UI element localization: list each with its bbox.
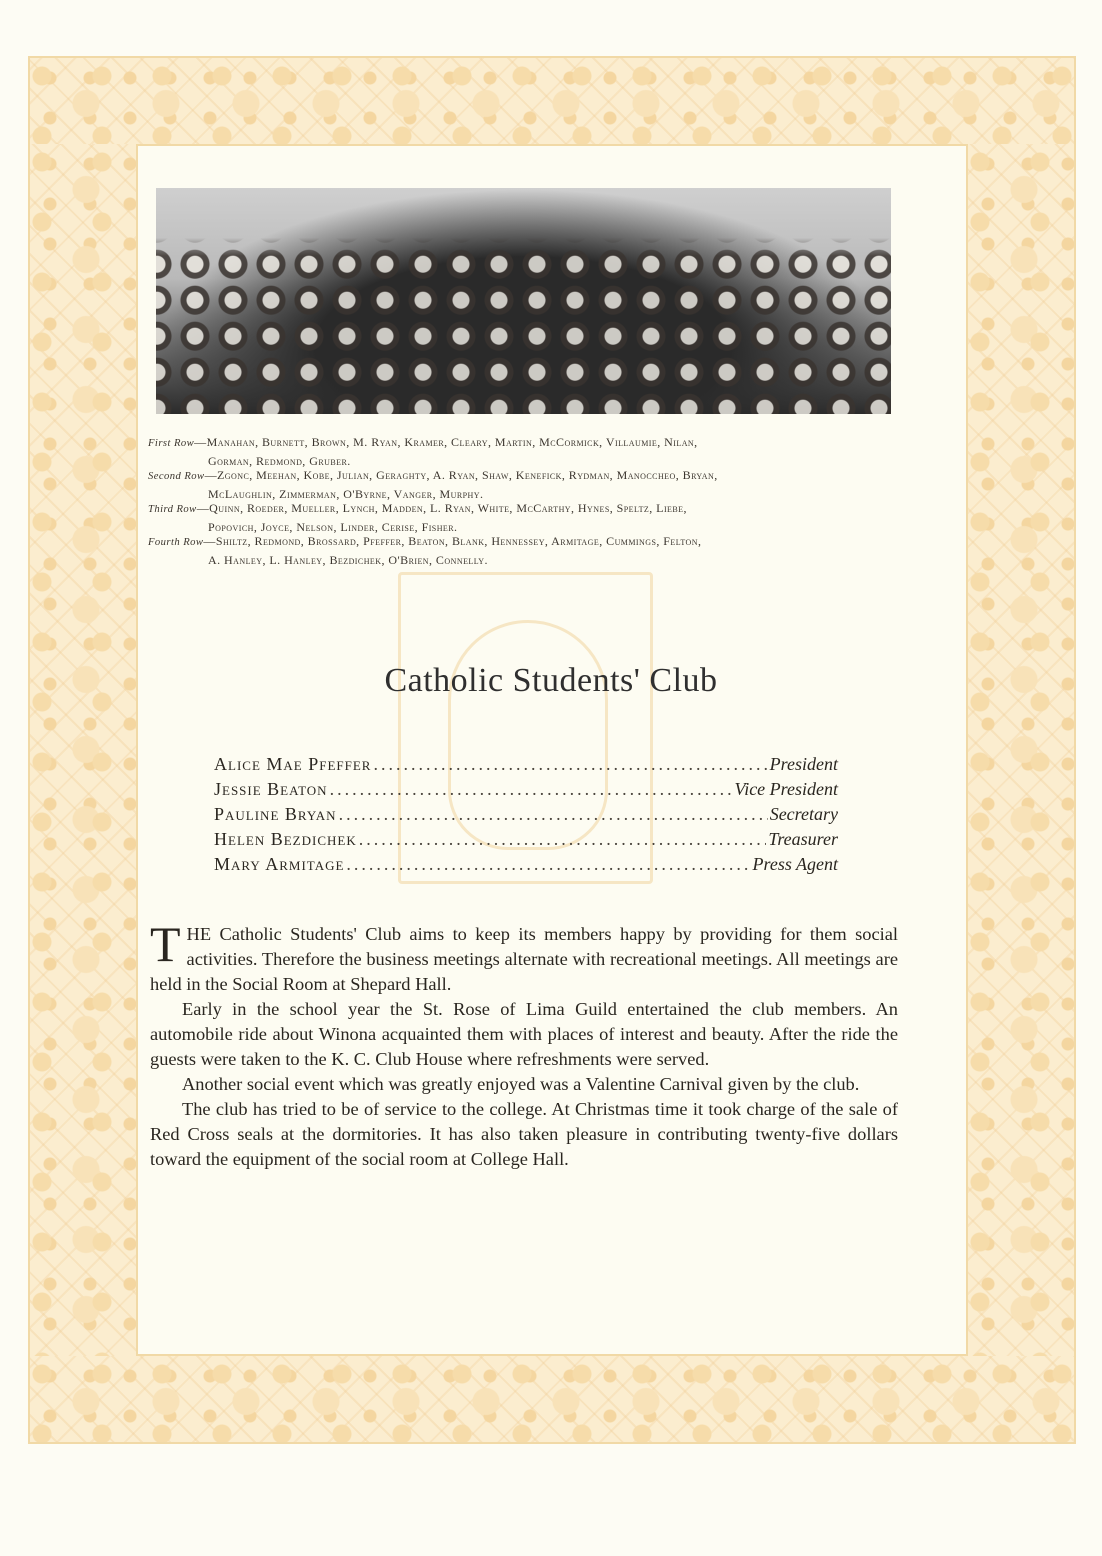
officer-name: Mary Armitage — [214, 854, 345, 874]
caption-row-label: First Row — [148, 438, 195, 449]
leader-dots — [359, 827, 767, 851]
paragraph: Another social event which was greatly enjoyed was a Valentine Carnival given by the club. — [182, 1074, 860, 1094]
leader-dots — [339, 802, 768, 826]
paragraph-text: HE Catholic Students' Club aims to keep its members happy by providing for them social activities. Therefore the business meetings alternate with recreational meetings. All meetings are held in the Social Room at Shepard Hall. — [150, 924, 898, 994]
caption-row-label: Fourth Row — [148, 537, 204, 548]
group-photo — [156, 188, 891, 414]
leader-dots — [346, 852, 750, 876]
officer-role: Treasurer — [768, 829, 838, 849]
caption-row-names-cont: Gorman, Redmond, Gruber. — [208, 453, 351, 468]
paragraph: The club has tried to be of service to the college. At Christmas time it took charge of the sale of Red Cross seals at the dormitories. It has also taken pleasure in contributing twenty-five dollars toward the equipment of the social room at College Hall. — [150, 1099, 898, 1169]
paragraph — [150, 916, 898, 997]
officer-role: Vice President — [734, 779, 838, 799]
caption-row-names-cont: Popovich, Joyce, Nelson, Linder, Cerise, Fisher. — [208, 519, 458, 534]
group-photo-figures — [156, 188, 891, 414]
officer-president — [214, 752, 838, 776]
officer-name: Helen Bezdichek — [214, 829, 357, 849]
officer-vice-president — [214, 777, 838, 801]
caption-row-names: Manahan, Burnett, Brown, M. Ryan, Kramer, Cleary, Martin, McCormick, Villaumie, Nilan, — [206, 435, 698, 449]
border-vine-left — [30, 144, 136, 1356]
caption-row-names-cont: McLaughlin, Zimmerman, O'Byrne, Vanger, Murphy. — [208, 486, 484, 501]
caption-row-names: Quinn, Roeder, Mueller, Lynch, Madden, L. Ryan, White, McCarthy, Hynes, Speltz, Liebe, — [209, 501, 687, 515]
leader-dots — [373, 752, 767, 776]
officer-name: Alice Mae Pfeffer — [214, 754, 372, 774]
caption-first-row: First Row—Manahan, Burnett, Brown, M. Ryan, Kramer, Cleary, Martin, McCormick, Villaumie, Nilan, Gorman, Redmond, Gruber. — [148, 434, 904, 469]
officer-name: Jessie Beaton — [214, 779, 328, 799]
page-title: Catholic Students' Club — [384, 662, 718, 699]
caption-row-label: Third Row — [148, 504, 197, 515]
leader-dots — [330, 777, 733, 801]
caption-row-names: Zgonc, Meehan, Kobe, Julian, Geraghty, A. Ryan, Shaw, Kenefick, Rydman, Manoccheo, Bryan, — [217, 468, 718, 482]
caption-row-label: Second Row — [148, 471, 205, 482]
paragraph: Early in the school year the St. Rose of Lima Guild entertained the club members. An automobile ride about Winona acquainted them with places of interest and beauty. After the ride the guests were taken to the K. C. Club House where refreshments were served. — [150, 999, 898, 1069]
caption-row-names: Shiltz, Redmond, Brossard, Pfeffer, Beaton, Blank, Hennessey, Armitage, Cummings, Felton, — [215, 534, 702, 548]
border-vine-top — [30, 58, 1074, 144]
article-body — [150, 916, 898, 1172]
officer-press-agent — [214, 852, 838, 876]
officer-treasurer — [214, 827, 838, 851]
caption-second-row: Second Row—Zgonc, Meehan, Kobe, Julian, Geraghty, A. Ryan, Shaw, Kenefick, Rydman, Manoccheo, Bryan, McLaughlin, Zimmerman, O'Byrne, Vanger, Murphy. — [148, 467, 904, 502]
officer-name: Pauline Bryan — [214, 804, 337, 824]
drop-cap: T — [150, 916, 181, 972]
officer-role: Secretary — [769, 804, 838, 824]
caption-third-row: Third Row—Quinn, Roeder, Mueller, Lynch, Madden, L. Ryan, White, McCarthy, Hynes, Speltz, Liebe, Popovich, Joyce, Nelson, Linder, Cerise, Fisher. — [148, 500, 904, 535]
officer-role: Press Agent — [752, 854, 838, 874]
border-vine-bottom — [30, 1356, 1074, 1442]
caption-row-names-cont: A. Hanley, L. Hanley, Bezdichek, O'Brien, Connelly. — [208, 552, 488, 567]
officer-role: President — [769, 754, 838, 774]
officer-secretary — [214, 802, 838, 826]
caption-fourth-row: Fourth Row—Shiltz, Redmond, Brossard, Pfeffer, Beaton, Blank, Hennessey, Armitage, Cummings, Felton, A. Hanley, L. Hanley, Bezdichek, O'Brien, Connelly. — [148, 533, 904, 568]
border-vine-right — [968, 144, 1074, 1356]
